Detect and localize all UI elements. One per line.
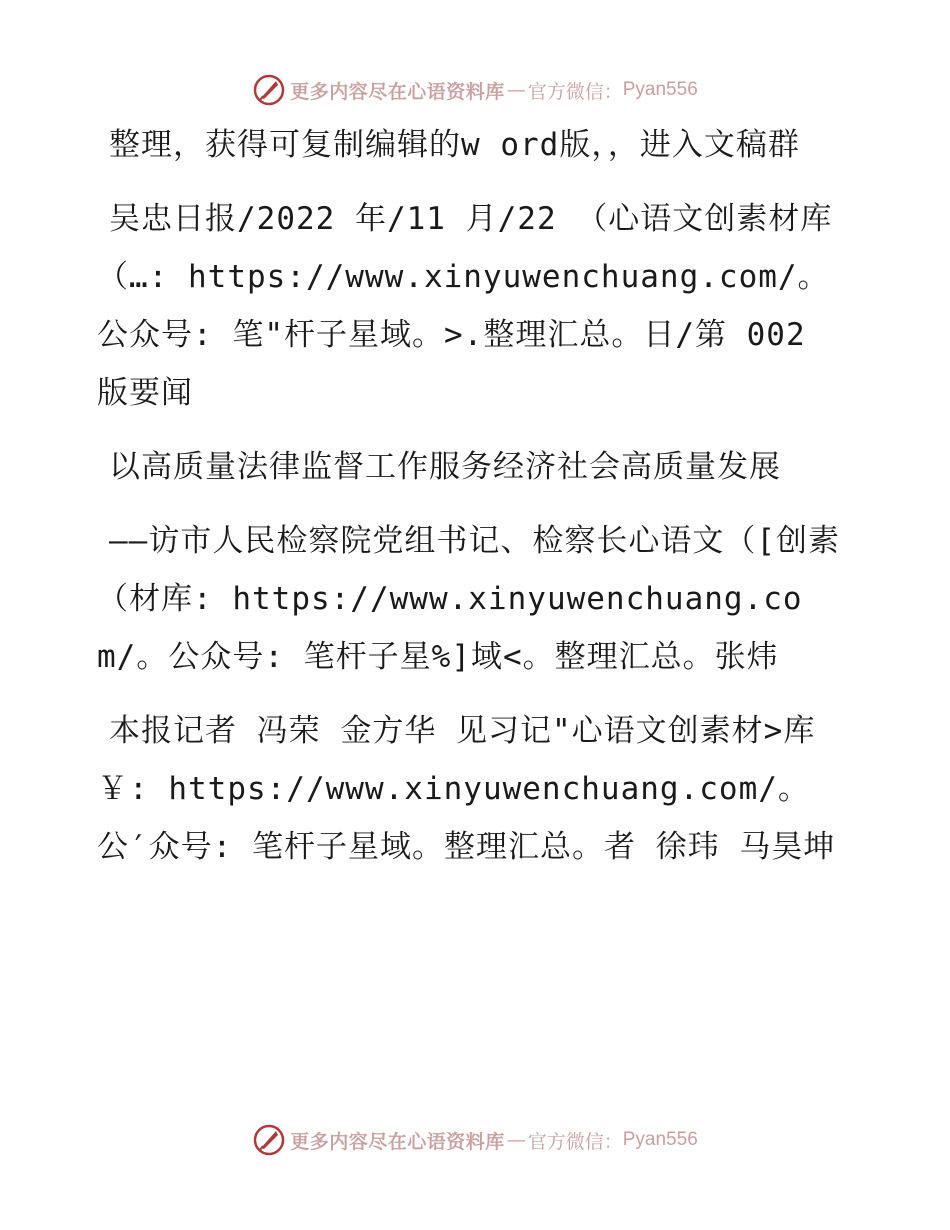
watermark-separator: —	[506, 1129, 526, 1151]
watermark-text: 更多内容尽在心语资料库	[290, 80, 505, 103]
watermark-account-id: Pyan556	[622, 1129, 698, 1150]
paragraph-intro: 整理，获得可复制编辑的w ord版，，进入文稿群	[109, 127, 800, 163]
article-subtitle: ——访市人民检察院党组书记、检察长心语文（[创素（材库: https://www.xinyuwenchuang.com/。公众号: 笔杆子星%]域<。整理汇总。张炜	[97, 523, 840, 675]
watermark-banner-top	[0, 70, 950, 110]
article-title: 以高质量法律监督工作服务经济社会高质量发展	[109, 449, 781, 485]
quill-logo-icon	[252, 73, 286, 107]
quill-logo-icon	[252, 1123, 286, 1157]
watermark-account-label: 官方微信：	[527, 1130, 623, 1153]
article-byline: 本报记者 冯荣 金方华 见习记"心语文创素材>库￥: https://www.xinyuwenchuang.com/。公′众号: 笔杆子星域。整理汇总。者 徐玮 马昊坤	[97, 713, 836, 865]
watermark-separator: —	[506, 79, 526, 101]
document-body	[97, 116, 842, 892]
watermark-text: 更多内容尽在心语资料库	[290, 1130, 505, 1153]
watermark-account-label: 官方微信：	[527, 80, 623, 103]
paragraph-source: 吴忠日报/2022 年/11 月/22 （心语文创素材库（…: https://www.xinyuwenchuang.com/。公众号: 笔"杆子星域。>.整理汇总。日/第 002 版要闻	[97, 201, 833, 411]
watermark-banner-bottom	[0, 1120, 950, 1160]
watermark-account-id: Pyan556	[622, 79, 698, 100]
